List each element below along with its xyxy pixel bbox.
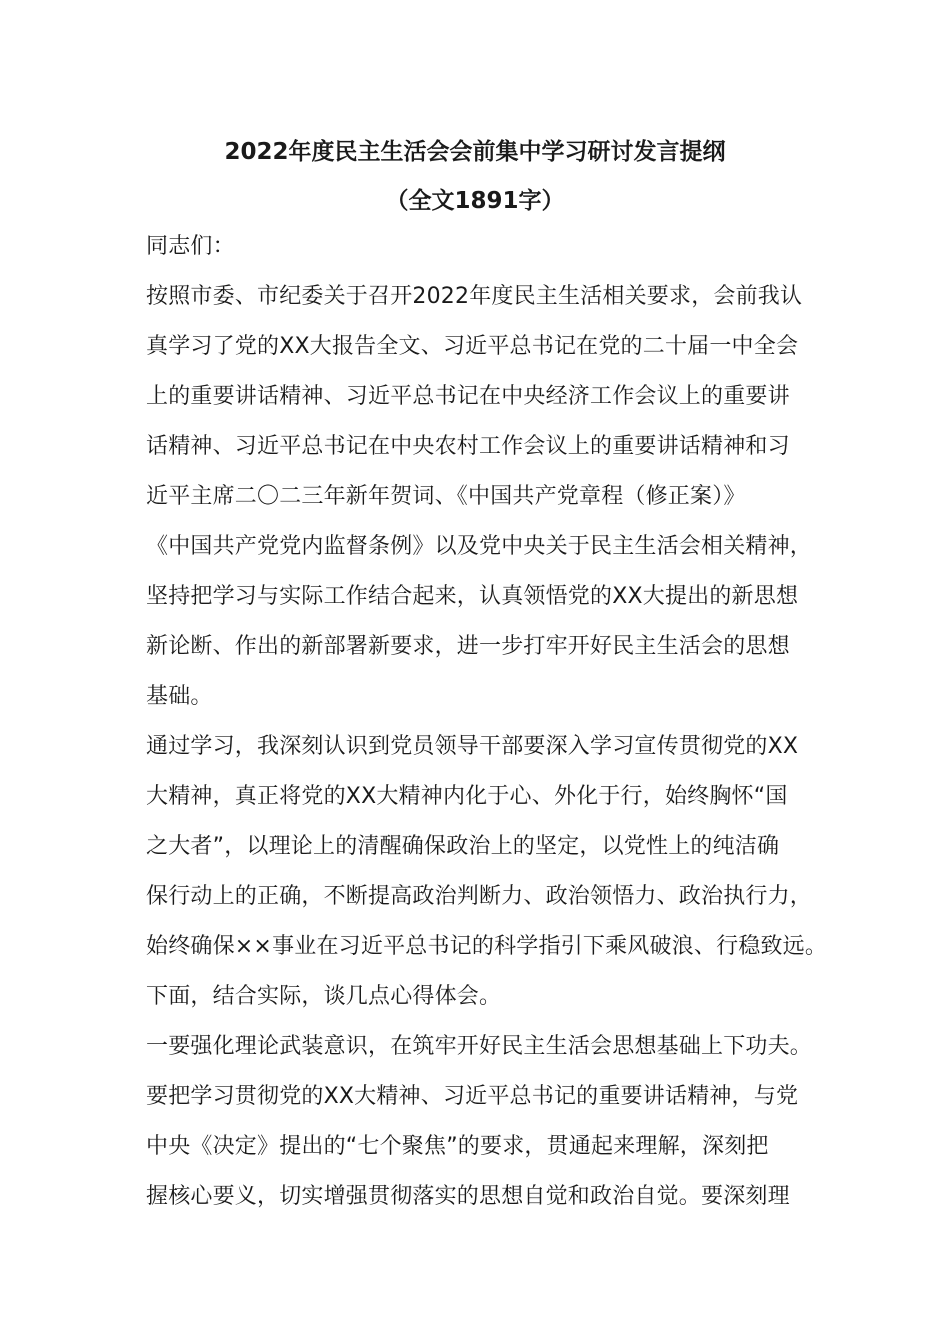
text-line: 按照市委、市纪委关于召开2022年度民主生活相关要求，会前我认	[146, 284, 803, 309]
text-line: 中央《决定》提出的“七个聚焦”的要求，贯通起来理解，深刻把	[146, 1134, 769, 1159]
text-line: 基础。	[146, 684, 213, 709]
text-line: 坚持把学习与实际工作结合起来，认真领悟党的XX大提出的新思想	[146, 584, 799, 609]
document-subtitle: （全文1891字）	[385, 188, 565, 214]
text-line: 上的重要讲话精神、习近平总书记在中央经济工作会议上的重要讲	[146, 384, 790, 409]
text-line: 之大者”，以理论上的清醒确保政治上的坚定，以党性上的纯洁确	[146, 834, 780, 859]
text-line: 大精神，真正将党的XX大精神内化于心、外化于行，始终胸怀“国	[146, 784, 788, 809]
text-line: 要把学习贯彻党的XX大精神、习近平总书记的重要讲话精神，与党	[146, 1084, 799, 1109]
text-line: 新论断、作出的新部署新要求，进一步打牢开好民主生活会的思想	[146, 634, 790, 659]
text-line: 一要强化理论武装意识，在筑牢开好民主生活会思想基础上下功夫。	[146, 1034, 813, 1059]
text-line: 始终确保××事业在习近平总书记的科学指引下乘风破浪、行稳致远。	[146, 934, 828, 959]
text-line: 近平主席二〇二三年新年贺词、《中国共产党章程（修正案）》	[146, 484, 746, 509]
text-line: 同志们：	[146, 234, 235, 259]
text-line: 真学习了党的XX大报告全文、习近平总书记在党的二十届一中全会	[146, 334, 799, 359]
text-line: 握核心要义，切实增强贯彻落实的思想自觉和政治自觉。要深刻理	[146, 1184, 790, 1209]
document-title: 2022年度民主生活会会前集中学习研讨发言提纲	[224, 139, 726, 165]
text-line: 通过学习，我深刻认识到党员领导干部要深入学习宣传贯彻党的XX	[146, 734, 799, 759]
text-line: 保行动上的正确，不断提高政治判断力、政治领悟力、政治执行力，	[146, 884, 813, 909]
text-line: 下面，结合实际，谈几点心得体会。	[146, 984, 502, 1009]
text-line: 话精神、习近平总书记在中央农村工作会议上的重要讲话精神和习	[146, 434, 790, 459]
text-line: 《中国共产党党内监督条例》以及党中央关于民主生活会相关精神，	[146, 534, 813, 559]
document-body	[146, 222, 836, 1222]
